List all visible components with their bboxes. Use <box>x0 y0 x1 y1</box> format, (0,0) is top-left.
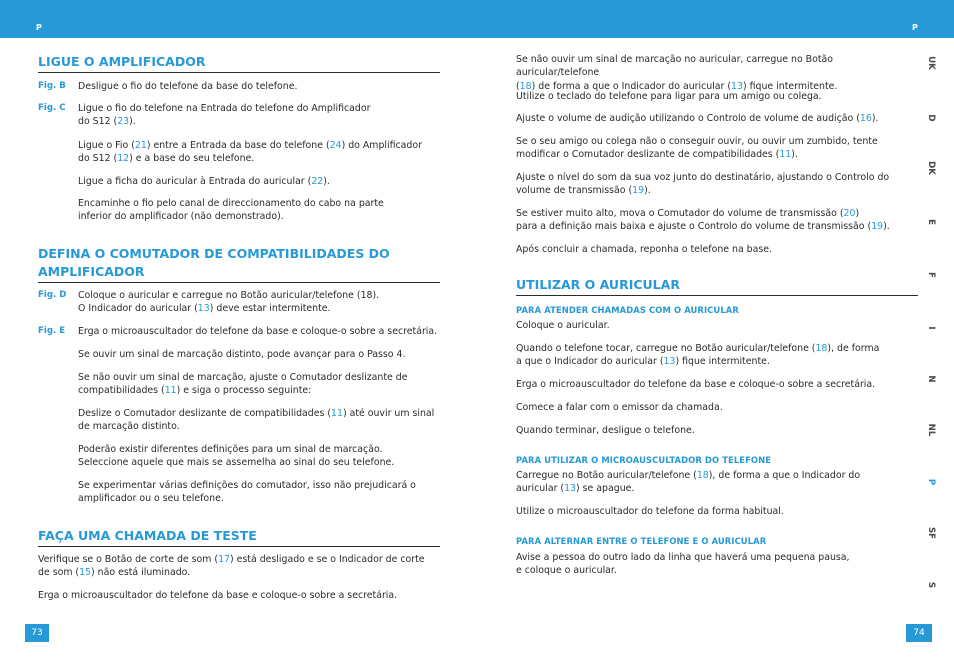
right-text-4: Se o seu amigo ou colega não o conseguir ouvir, ou ouvir um zumbido, tente modificar o Comutador deslizante de compatibilidades (11). <box>516 136 878 161</box>
subsection-title-answer-calls: PARA ATENDER CHAMADAS COM O AURICULAR <box>516 305 739 315</box>
ref-number: 19 <box>871 221 884 233</box>
fig-b-text: Desligue o fio do telefone da base do telefone. <box>78 81 298 92</box>
ref-number: 13 <box>197 303 210 315</box>
fig-c-label: Fig. C <box>38 103 66 113</box>
ref-number: 11 <box>164 385 177 397</box>
ref-number: 12 <box>117 153 130 165</box>
fig-b-label: Fig. B <box>38 81 66 91</box>
ref-number: 22 <box>311 176 324 187</box>
fig-d-label: Fig. D <box>38 290 67 300</box>
ref-number: 15 <box>79 567 92 579</box>
fig-e-text-1: Erga o microauscultador do telefone da base e coloque-o sobre a secretária. <box>78 326 438 337</box>
fig-c-text-1: Ligue o fio do telefone na Entrada do telefone do Amplificador do S12 (23). <box>78 103 371 128</box>
fig-c-text-3: Ligue a ficha do auricular à Entrada do auricular (22). <box>78 176 330 187</box>
ref-number: 21 <box>134 140 147 151</box>
ref-number: 11 <box>779 149 792 161</box>
fig-c-text-4: Encaminhe o fio pelo canal de direccionamento do cabo na parte inferior do amplificador (não demonstrado). <box>78 198 384 223</box>
right-text-5: Ajuste o nível do som da sua voz junto do destinatário, ajustando o Controlo do volume de transmissão (19). <box>516 172 890 197</box>
right-text-6: Se estiver muito alto, mova o Comutador do volume de transmissão (20) para a definição mais baixa e ajuste o Controlo do volume de transmissão (19). <box>516 208 890 233</box>
ref-number: 13 <box>663 356 676 368</box>
header-language-left: P <box>36 23 42 32</box>
page-number-right: 74 <box>906 624 932 642</box>
right-text-7: Após concluir a chamada, reponha o telefone na base. <box>516 244 772 255</box>
right-text-1: Se não ouvir um sinal de marcação no auricular, carregue no Botão auricular/telefone (18) de forma a que o Indicador do auricular (13) fique intermitente. <box>516 54 838 92</box>
fig-e-text-2: Se ouvir um sinal de marcação distinto, pode avançar para o Passo 4. <box>78 349 406 360</box>
section-title-compatibility-switch: DEFINA O COMUTADOR DE COMPATIBILIDADES DO AMPLIFICADOR <box>38 245 440 283</box>
fig-e-text-4: Deslize o Comutador deslizante de compatibilidades (11) até ouvir um sinal de marcação distinto. <box>78 408 435 433</box>
header-bar <box>0 0 954 38</box>
section-title-connect-amplifier: LIGUE O AMPLIFICADOR <box>38 53 440 73</box>
switch-text-1: Avise a pessoa do outro lado da linha que haverá uma pequena pausa, e coloque o auricular. <box>516 552 850 577</box>
fig-c-text-2: Ligue o Fio (21) entre a Entrada da base do telefone (24) do Amplificador do S12 (12) e a base do seu telefone. <box>78 140 422 165</box>
ref-number: 13 <box>731 80 743 92</box>
fig-e-text-6: Se experimentar várias definições do comutador, isso não prejudicará o amplificador ou o seu telefone. <box>78 480 416 505</box>
language-index-s[interactable]: S <box>926 581 936 589</box>
page-number-left: 73 <box>25 624 49 642</box>
ref-number: 17 <box>218 554 231 565</box>
language-index-sf[interactable]: SF <box>926 526 936 540</box>
use-handset-text-1: Carregue no Botão auricular/telefone (18), de forma a que o Indicador do auricular (13) se apague. <box>516 470 861 495</box>
header-language-right: P <box>912 23 918 32</box>
fig-e-text-3: Se não ouvir um sinal de marcação, ajuste o Comutador deslizante de compatibilidades (11) e siga o processo seguinte: <box>78 372 408 397</box>
ref-number: 20 <box>843 208 856 219</box>
subsection-title-use-handset: PARA UTILIZAR O MICROAUSCULTADOR DO TELEFONE <box>516 455 772 465</box>
ref-number: 11 <box>331 408 343 419</box>
ref-number: 18 <box>696 470 709 481</box>
language-index-dk[interactable]: DK <box>926 161 936 175</box>
language-index-d[interactable]: D <box>926 114 936 122</box>
test-call-text-1: Verifique se o Botão de corte de som (17) está desligado e se o Indicador de corte de som (15) não está iluminado. <box>38 554 425 579</box>
language-index-p[interactable]: P <box>926 478 936 486</box>
ref-number: 23 <box>117 116 130 128</box>
answer-calls-text-5: Quando terminar, desligue o telefone. <box>516 425 695 436</box>
section-title-use-headset: UTILIZAR O AURICULAR <box>516 276 918 296</box>
test-call-text-2: Erga o microauscultador do telefone da base e coloque-o sobre a secretária. <box>38 590 398 601</box>
section-title-test-call: FAÇA UMA CHAMADA DE TESTE <box>38 527 440 547</box>
ref-number: 18 <box>519 80 532 92</box>
ref-number: 19 <box>632 185 645 197</box>
answer-calls-text-2: Quando o telefone tocar, carregue no Botão auricular/telefone (18), de forma a que o Indicador do auricular (13) fique intermitente. <box>516 343 880 368</box>
subsection-title-switch: PARA ALTERNAR ENTRE O TELEFONE E O AURICULAR <box>516 536 767 546</box>
ref-number: 13 <box>564 483 577 495</box>
answer-calls-text-1: Coloque o auricular. <box>516 320 610 331</box>
right-text-3: Ajuste o volume de audição utilizando o Controlo de volume de audição (16). <box>516 113 879 124</box>
ref-number: 16 <box>859 113 872 124</box>
language-index-uk[interactable]: UK <box>926 56 936 70</box>
right-text-2: Utilize o teclado do telefone para ligar para um amigo ou colega. <box>516 91 822 102</box>
fig-d-text: Coloque o auricular e carregue no Botão auricular/telefone (18). O Indicador do auricular (13) deve estar intermitente. <box>78 290 380 315</box>
answer-calls-text-4: Comece a falar com o emissor da chamada. <box>516 402 723 413</box>
ref-number: 24 <box>329 140 342 151</box>
language-index-e[interactable]: E <box>926 219 936 225</box>
language-index-i[interactable]: I <box>926 326 936 330</box>
use-handset-text-2: Utilize o microauscultador do telefone da forma habitual. <box>516 506 784 517</box>
language-index-f[interactable]: F <box>926 272 936 278</box>
fig-e-text-5: Poderão existir diferentes definições para um sinal de marcação. Seleccione aquele que mais se assemelha ao sinal do seu telefone. <box>78 444 395 469</box>
ref-number: 18 <box>815 343 828 354</box>
language-index-n[interactable]: N <box>926 375 936 383</box>
fig-e-label: Fig. E <box>38 326 66 336</box>
language-index-nl[interactable]: NL <box>926 423 936 437</box>
answer-calls-text-3: Erga o microauscultador do telefone da base e coloque-o sobre a secretária. <box>516 379 876 390</box>
